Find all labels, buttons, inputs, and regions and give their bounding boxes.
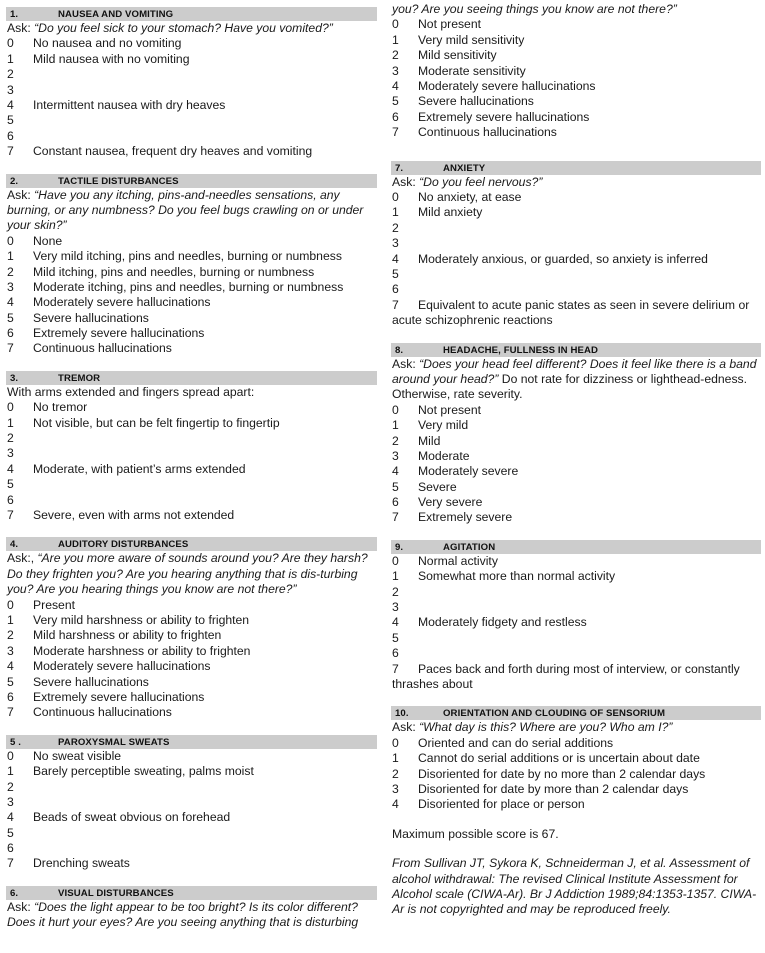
score-description: Continuous hallucinations	[33, 705, 172, 720]
score-value: 5	[7, 477, 14, 492]
score-description: Moderately anxious, or guarded, so anxiety is inferred	[418, 251, 708, 266]
section-prompt	[392, 357, 761, 403]
prompt-text: With arms extended and fingers spread apart:	[7, 384, 255, 399]
score-description: Drenching sweats	[33, 856, 130, 871]
score-value: 5	[7, 825, 14, 840]
score-description: Continuous hallucinations	[33, 341, 172, 356]
score-item	[7, 446, 377, 461]
section-number: 3.	[10, 372, 19, 384]
score-value: 5	[7, 113, 14, 128]
score-description: Moderate sensitivity	[418, 63, 526, 78]
score-description: Very mild	[418, 418, 469, 433]
score-list	[392, 190, 761, 329]
score-description: No sweat visible	[33, 748, 122, 763]
score-item	[392, 480, 761, 495]
score-item	[7, 628, 377, 643]
score-value: 1	[392, 32, 399, 47]
score-item	[7, 705, 377, 720]
score-item	[392, 510, 761, 525]
score-description: Very mild itching, pins and needles, burning or numbness	[33, 249, 342, 264]
section-title: TREMOR	[58, 372, 101, 384]
score-description: Not present	[418, 17, 482, 32]
section-title: ANXIETY	[443, 162, 486, 174]
score-description: Beads of sweat obvious on forehead	[33, 810, 231, 825]
score-description: Moderate, with patient’s arms extended	[33, 461, 246, 476]
prompt-prefix: Ask:	[7, 899, 35, 914]
score-value: 5	[7, 310, 14, 325]
score-value: 0	[7, 597, 14, 612]
score-item	[392, 615, 761, 630]
score-description: Severe	[418, 479, 457, 494]
score-value: 4	[7, 97, 14, 112]
score-description: Disoriented for place or person	[418, 797, 585, 812]
section-header	[6, 174, 377, 188]
score-value: 6	[7, 128, 14, 143]
score-item	[7, 613, 377, 628]
score-item	[392, 464, 761, 479]
score-item	[392, 79, 761, 94]
score-value: 3	[392, 236, 399, 251]
score-item	[392, 403, 761, 418]
score-value: 3	[7, 446, 14, 461]
prompt-question: “Does the light appear to be too bright? Is its color different? Does it hurt your eyes? Are you seeing anything that is disturbing	[7, 899, 359, 930]
section-title: NAUSEA AND VOMITING	[58, 9, 174, 20]
score-description: Very severe	[418, 495, 483, 510]
score-value: 4	[7, 810, 14, 825]
score-description: Moderately severe hallucinations	[33, 659, 211, 674]
score-value: 3	[7, 82, 14, 97]
section-number: 8.	[395, 344, 404, 356]
score-item	[7, 598, 377, 613]
score-value: 0	[392, 17, 399, 32]
score-value: 1	[392, 751, 399, 766]
score-description: Severe hallucinations	[418, 94, 534, 109]
score-description: Severe hallucinations	[33, 310, 149, 325]
score-item	[392, 449, 761, 464]
score-item	[392, 662, 761, 693]
score-value: 1	[392, 205, 399, 220]
score-item	[392, 94, 761, 109]
section-header	[6, 7, 377, 21]
score-description: Extremely severe hallucinations	[33, 689, 205, 704]
score-value: 2	[7, 628, 14, 643]
section-prompt-continued	[392, 2, 761, 17]
score-description: Moderate harshness or ability to frighten	[33, 643, 251, 658]
score-description: Extremely severe hallucinations	[418, 109, 590, 124]
score-description: Not present	[418, 402, 482, 417]
prompt-prefix: Ask:	[7, 187, 35, 202]
section-paroxysmal-sweats	[7, 735, 377, 872]
score-value: 6	[392, 646, 399, 661]
score-description: Moderate	[418, 448, 470, 463]
section-nausea-vomiting	[7, 7, 377, 160]
score-description: No anxiety, at ease	[418, 189, 522, 204]
score-value: 0	[7, 36, 14, 51]
score-item	[7, 400, 377, 415]
max-score-note: Maximum possible score is 67.	[392, 826, 559, 841]
score-item	[7, 416, 377, 431]
score-value: 1	[7, 249, 14, 264]
score-value: 2	[7, 431, 14, 446]
score-value: 7	[392, 297, 399, 312]
score-description: Normal activity	[418, 553, 498, 568]
prompt-prefix: Ask:	[392, 356, 420, 371]
section-title: TACTILE DISTURBANCES	[58, 175, 179, 187]
prompt-prefix: Ask:,	[7, 551, 38, 566]
score-value: 1	[7, 51, 14, 66]
score-list	[7, 234, 377, 357]
score-item	[7, 826, 377, 841]
section-title: AUDITORY DISTURBANCES	[58, 539, 189, 551]
section-header	[391, 706, 761, 720]
section-prompt	[7, 551, 377, 597]
score-description: No nausea and no vomiting	[33, 36, 182, 51]
score-description: Extremely severe hallucinations	[33, 326, 205, 341]
score-value: 3	[7, 794, 14, 809]
score-value: 2	[7, 264, 14, 279]
score-item	[392, 33, 761, 48]
score-value: 2	[392, 584, 399, 599]
score-item	[7, 52, 377, 67]
section-title: AGITATION	[443, 541, 496, 553]
score-description: Severe, even with arms not extended	[33, 508, 235, 523]
score-description: Severe hallucinations	[33, 674, 149, 689]
score-item	[392, 782, 761, 797]
section-orientation	[392, 706, 761, 812]
score-item	[392, 298, 761, 329]
section-header	[6, 886, 377, 900]
section-prompt	[392, 175, 761, 190]
score-item	[392, 282, 761, 297]
section-prompt	[7, 385, 377, 400]
score-item	[7, 326, 377, 341]
score-item	[7, 249, 377, 264]
score-value: 7	[392, 661, 399, 676]
score-list	[7, 749, 377, 872]
section-title: VISUAL DISTURBANCES	[58, 887, 174, 899]
score-description: Equivalent to acute panic states as seen in severe delirium or acute schizophrenic reactions	[392, 297, 750, 328]
score-item	[7, 493, 377, 508]
score-list	[7, 598, 377, 721]
score-description: Oriented and can do serial additions	[418, 735, 614, 750]
score-value: 0	[392, 402, 399, 417]
score-item	[392, 797, 761, 812]
score-description: Somewhat more than normal activity	[418, 569, 616, 584]
score-value: 2	[392, 433, 399, 448]
score-value: 2	[7, 67, 14, 82]
score-value: 5	[7, 674, 14, 689]
score-value: 0	[7, 233, 14, 248]
score-value: 6	[392, 282, 399, 297]
score-description: Barely perceptible sweating, palms moist	[33, 764, 254, 779]
score-description: Disoriented for date by more than 2 calendar days	[418, 781, 689, 796]
section-prompt	[7, 900, 377, 931]
section-number: 10.	[395, 708, 409, 720]
score-value: 7	[7, 508, 14, 523]
score-value: 4	[392, 797, 399, 812]
score-item	[7, 780, 377, 795]
score-item	[7, 810, 377, 825]
score-value: 1	[392, 569, 399, 584]
score-value: 6	[7, 689, 14, 704]
score-item	[392, 205, 761, 220]
score-value: 7	[392, 125, 399, 140]
prompt-instruction: Do not rate for dizziness or lighthead-edness. Otherwise, rate severity.	[392, 371, 748, 402]
score-item	[7, 795, 377, 810]
score-value: 5	[392, 479, 399, 494]
score-item	[392, 190, 761, 205]
section-anxiety	[392, 161, 761, 329]
section-header	[391, 161, 761, 175]
section-tactile-disturbances	[7, 174, 377, 357]
score-list	[392, 554, 761, 693]
score-description: Paces back and forth during most of interview, or constantly thrashes about	[392, 661, 740, 691]
section-header	[6, 537, 377, 551]
score-value: 7	[7, 341, 14, 356]
score-item	[7, 311, 377, 326]
section-number: 4.	[10, 539, 19, 551]
score-item	[392, 48, 761, 63]
section-header	[6, 371, 377, 385]
score-item	[7, 477, 377, 492]
score-description: Very mild harshness or ability to frighten	[33, 613, 250, 628]
score-item	[7, 98, 377, 113]
prompt-question: “Do you feel sick to your stomach? Have you vomited?”	[34, 21, 333, 35]
score-value: 0	[7, 400, 14, 415]
score-item	[7, 749, 377, 764]
section-number: 1.	[10, 9, 19, 20]
score-value: 5	[392, 630, 399, 645]
score-value: 6	[7, 492, 14, 507]
section-visual-disturbances-continued	[392, 2, 761, 141]
section-prompt	[7, 188, 377, 234]
score-value: 6	[7, 841, 14, 856]
score-item	[7, 234, 377, 249]
score-description: Moderately severe	[418, 464, 519, 479]
score-item	[7, 280, 377, 295]
score-value: 7	[7, 144, 14, 159]
section-visual-disturbances	[7, 886, 377, 931]
score-description: Intermittent nausea with dry heaves	[33, 97, 226, 112]
score-description: Disoriented for date by no more than 2 calendar days	[418, 766, 706, 781]
score-description: No tremor	[33, 400, 88, 415]
score-item	[392, 64, 761, 79]
score-value: 4	[392, 464, 399, 479]
section-header	[391, 343, 761, 357]
score-description: Present	[33, 597, 76, 612]
score-item	[392, 125, 761, 140]
section-title: PAROXYSMAL SWEATS	[58, 736, 170, 748]
score-description: None	[33, 233, 63, 248]
score-value: 3	[392, 448, 399, 463]
score-list	[7, 36, 377, 159]
score-value: 4	[7, 659, 14, 674]
score-value: 5	[392, 94, 399, 109]
score-item	[7, 295, 377, 310]
prompt-prefix: Ask:	[7, 21, 35, 35]
score-item	[392, 569, 761, 584]
score-item	[392, 221, 761, 236]
score-item	[392, 600, 761, 615]
score-item	[7, 113, 377, 128]
score-description: Extremely severe	[418, 510, 513, 525]
section-tremor	[7, 371, 377, 524]
score-item	[392, 751, 761, 766]
score-value: 3	[7, 279, 14, 294]
left-column	[7, 0, 377, 931]
score-list	[392, 17, 761, 140]
score-description: Moderately fidgety and restless	[418, 615, 587, 630]
score-item	[7, 659, 377, 674]
score-value: 4	[392, 78, 399, 93]
right-column	[392, 0, 761, 918]
prompt-question: “Have you any itching, pins-and-needles sensations, any burning, or any numbness? Do you feel bugs crawling on or under your skin?”	[7, 187, 364, 233]
prompt-question: “What day is this? Where are you? Who am I?”	[419, 720, 673, 735]
score-value: 7	[7, 856, 14, 871]
score-item	[7, 431, 377, 446]
score-value: 6	[392, 495, 399, 510]
score-description: Mild anxiety	[418, 205, 483, 220]
score-description: Moderately severe hallucinations	[418, 78, 596, 93]
score-value: 6	[7, 326, 14, 341]
score-description: Mild	[418, 433, 441, 448]
score-value: 3	[392, 781, 399, 796]
section-auditory-disturbances	[7, 537, 377, 720]
score-value: 4	[392, 251, 399, 266]
score-item	[7, 144, 377, 159]
score-value: 4	[7, 295, 14, 310]
score-item	[392, 434, 761, 449]
prompt-prefix: Ask:	[392, 174, 420, 189]
score-item	[392, 767, 761, 782]
score-description: Mild sensitivity	[418, 48, 497, 63]
score-item	[7, 129, 377, 144]
section-agitation	[392, 540, 761, 693]
section-number: 5 .	[10, 736, 21, 748]
score-item	[392, 585, 761, 600]
section-number: 7.	[395, 162, 404, 174]
score-item	[392, 736, 761, 751]
score-value: 3	[7, 643, 14, 658]
score-item	[392, 236, 761, 251]
score-item	[392, 646, 761, 661]
score-item	[7, 83, 377, 98]
score-item	[392, 252, 761, 267]
score-item	[392, 110, 761, 125]
score-description: Mild nausea with no vomiting	[33, 51, 190, 66]
section-header	[6, 735, 377, 749]
score-value: 2	[392, 766, 399, 781]
citation: From Sullivan JT, Sykora K, Schneiderman J, et al. Assessment of alcohol withdrawal: The revised Clinical Institute Assessment for Alcohol scale (CIWA-Ar). Br J Addiction 1989;84:1353-1357. CIWA-Ar is not copyrighted and may be reproduced freely.	[392, 856, 757, 917]
score-description: Cannot do serial additions or is uncertain about date	[418, 751, 700, 766]
score-value: 0	[392, 189, 399, 204]
score-value: 4	[392, 615, 399, 630]
score-description: Mild itching, pins and needles, burning or numbness	[33, 264, 315, 279]
score-description: Continuous hallucinations	[418, 125, 557, 140]
score-description: Constant nausea, frequent dry heaves and vomiting	[33, 144, 313, 159]
score-value: 0	[7, 748, 14, 763]
prompt-question: “Are you more aware of sounds around you? Are they harsh? Do they frighten you? Are you hearing anything that is dis-turbing you? Are you hearing things you know are not there?”	[7, 551, 368, 597]
score-description: Moderate itching, pins and needles, burning or numbness	[33, 279, 344, 294]
score-description: Mild harshness or ability to frighten	[33, 628, 222, 643]
score-value: 1	[7, 415, 14, 430]
score-value: 1	[392, 418, 399, 433]
score-list	[392, 736, 761, 813]
score-value: 3	[392, 63, 399, 78]
score-item	[7, 856, 377, 871]
prompt-question: “Does your head feel different? Does it feel like there is a band around your head?”	[392, 356, 757, 386]
section-prompt	[392, 720, 761, 735]
score-item	[7, 764, 377, 779]
score-value: 7	[392, 510, 399, 525]
section-number: 6.	[10, 887, 19, 899]
score-value: 6	[392, 109, 399, 124]
score-description: Moderately severe hallucinations	[33, 295, 211, 310]
score-value: 0	[392, 553, 399, 568]
score-list	[392, 403, 761, 526]
score-value: 1	[7, 613, 14, 628]
score-item	[392, 554, 761, 569]
score-item	[392, 495, 761, 510]
section-number: 2.	[10, 175, 19, 187]
score-item	[7, 675, 377, 690]
score-value: 2	[392, 48, 399, 63]
score-description: Very mild sensitivity	[418, 32, 525, 47]
score-value: 1	[7, 764, 14, 779]
score-value: 3	[392, 600, 399, 615]
score-item	[7, 644, 377, 659]
score-item	[7, 67, 377, 82]
score-description: Not visible, but can be felt fingertip to fingertip	[33, 415, 280, 430]
score-value: 5	[392, 266, 399, 281]
score-item	[392, 17, 761, 32]
score-value: 2	[7, 779, 14, 794]
score-item	[7, 36, 377, 51]
section-number: 9.	[395, 541, 404, 553]
score-value: 7	[7, 705, 14, 720]
score-item	[7, 690, 377, 705]
score-value: 0	[392, 735, 399, 750]
score-item	[7, 841, 377, 856]
prompt-prefix: Ask:	[392, 720, 420, 735]
section-title: ORIENTATION AND CLOUDING OF SENSORIUM	[443, 708, 666, 720]
score-item	[7, 265, 377, 280]
section-title: HEADACHE, FULLNESS IN HEAD	[443, 344, 599, 356]
section-headache	[392, 343, 761, 526]
score-list	[7, 400, 377, 523]
score-value: 4	[7, 461, 14, 476]
score-item	[7, 508, 377, 523]
score-item	[392, 267, 761, 282]
score-item	[7, 341, 377, 356]
score-item	[392, 631, 761, 646]
score-item	[392, 418, 761, 433]
score-value: 2	[392, 220, 399, 235]
section-header	[391, 540, 761, 554]
prompt-question: you? Are you seeing things you know are not there?”	[392, 2, 677, 16]
score-item	[7, 462, 377, 477]
section-prompt	[7, 21, 377, 36]
prompt-question: “Do you feel nervous?”	[419, 174, 543, 189]
